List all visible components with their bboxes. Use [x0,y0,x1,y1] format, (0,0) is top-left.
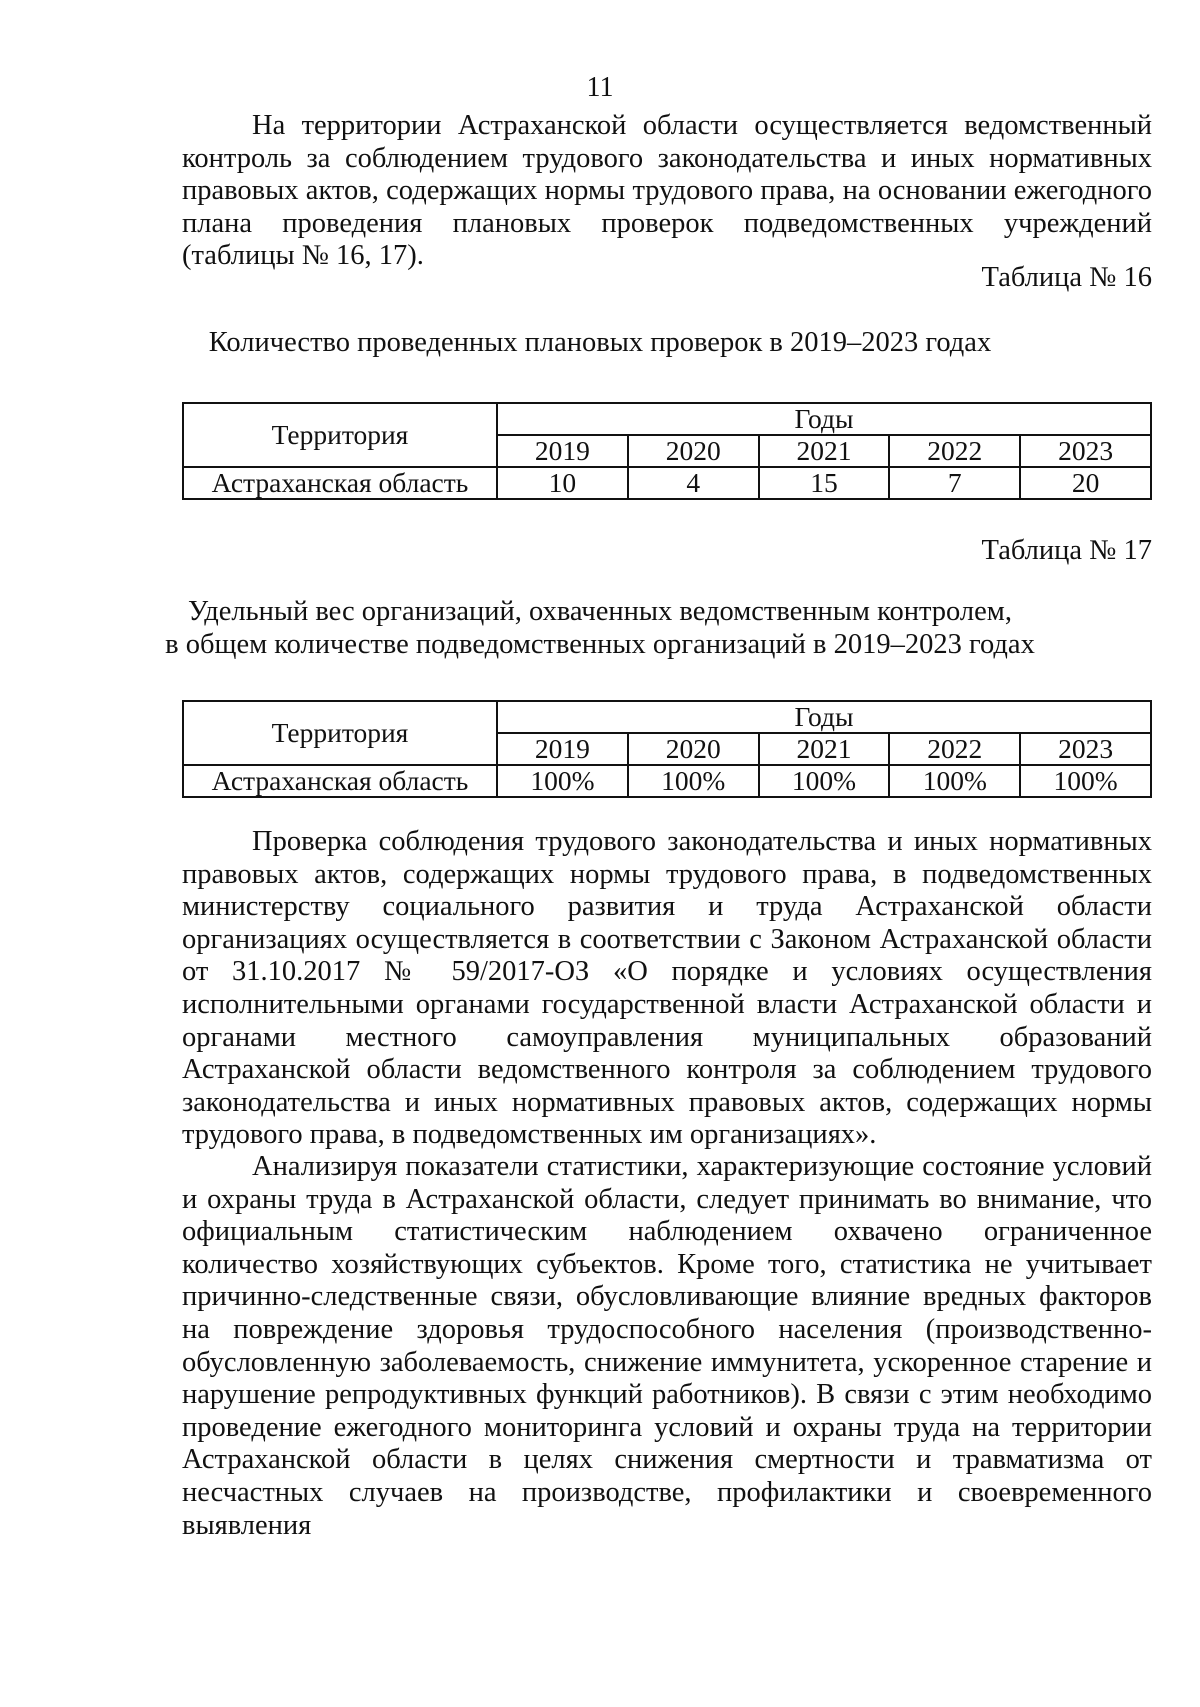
table16-value: 15 [759,467,890,499]
table17-row-label: Астраханская область [183,765,497,797]
table17 [182,700,1152,798]
table16-value: 10 [497,467,628,499]
table17-label: Таблица № 17 [981,535,1152,566]
table17-value: 100% [889,765,1020,797]
table16-value: 4 [628,467,759,499]
page-number: 11 [586,72,614,103]
table17-years-header: Годы [497,701,1151,733]
table17-territory-header: Территория [183,701,497,765]
table16-year: 2022 [889,435,1020,467]
table17-year: 2021 [759,733,890,765]
table16-year: 2019 [497,435,628,467]
table16-year: 2023 [1020,435,1151,467]
table17-value: 100% [1020,765,1151,797]
table17-year: 2020 [628,733,759,765]
table16-label: Таблица № 16 [981,262,1152,293]
table16-year: 2020 [628,435,759,467]
table17-title-line1: Удельный вес организаций, охваченных ведомственным контролем, [188,596,1012,627]
paragraph-statistics-analysis: Анализируя показатели статистики, характеризующие состояние условий и охраны труда в Астраханской области, следует принимать во внимание, что официальным статистическим наблюдением охвачено ограниченное количество хозяйствующих субъектов. Кроме того, статистика не учитывает причинно-следственные связи, обусловливающие влияние вредных факторов на повреждение здоровья трудоспособного населения (производственно-обусловленную заболеваемость, снижение иммунитета, ускоренное старение и нарушение репродуктивных функций работников). В связи с этим необходимо проведение ежегодного мониторинга условий и охраны труда на территории Астраханской области в целях снижения смертности и травматизма от несчастных случаев на производстве, профилактики и своевременного выявления [182,1151,1152,1541]
table17-value: 100% [759,765,890,797]
table16-years-header: Годы [497,403,1151,435]
table17-year: 2022 [889,733,1020,765]
table17-value: 100% [497,765,628,797]
table17-title-line2: в общем количестве подведомственных организаций в 2019–2023 годах [165,629,1035,660]
table16-territory-header: Территория [183,403,497,467]
table17-year: 2023 [1020,733,1151,765]
table17-value: 100% [628,765,759,797]
table16-year: 2021 [759,435,890,467]
table16-row-label: Астраханская область [183,467,497,499]
table17-year: 2019 [497,733,628,765]
table16-value: 20 [1020,467,1151,499]
table16-value: 7 [889,467,1020,499]
paragraph-labor-law-inspection: Проверка соблюдения трудового законодательства и иных нормативных правовых актов, содержащих нормы трудового права, в подведомственных министерству социального развития и труда Астраханской области организациях осуществляется в соответствии с Законом Астраханской области от 31.10.2017 № 59/2017-ОЗ «О порядке и условиях осуществления исполнительными органами государственной власти Астраханской области и органами местного самоуправления муниципальных образований Астраханской области ведомственного контроля за соблюдением трудового законодательства и иных нормативных правовых актов, содержащих нормы трудового права, в подведомственных им организациях». [182,826,1152,1151]
intro-paragraph: На территории Астраханской области осуществляется ведомственный контроль за соблюдением трудового законодательства и иных нормативных правовых актов, содержащих нормы трудового права, на основании ежегодного плана проведения плановых проверок подведомственных учреждений (таблицы № 16, 17). [182,110,1152,272]
table16-title: Количество проведенных плановых проверок в 2019–2023 годах [208,327,992,358]
table16 [182,402,1152,500]
